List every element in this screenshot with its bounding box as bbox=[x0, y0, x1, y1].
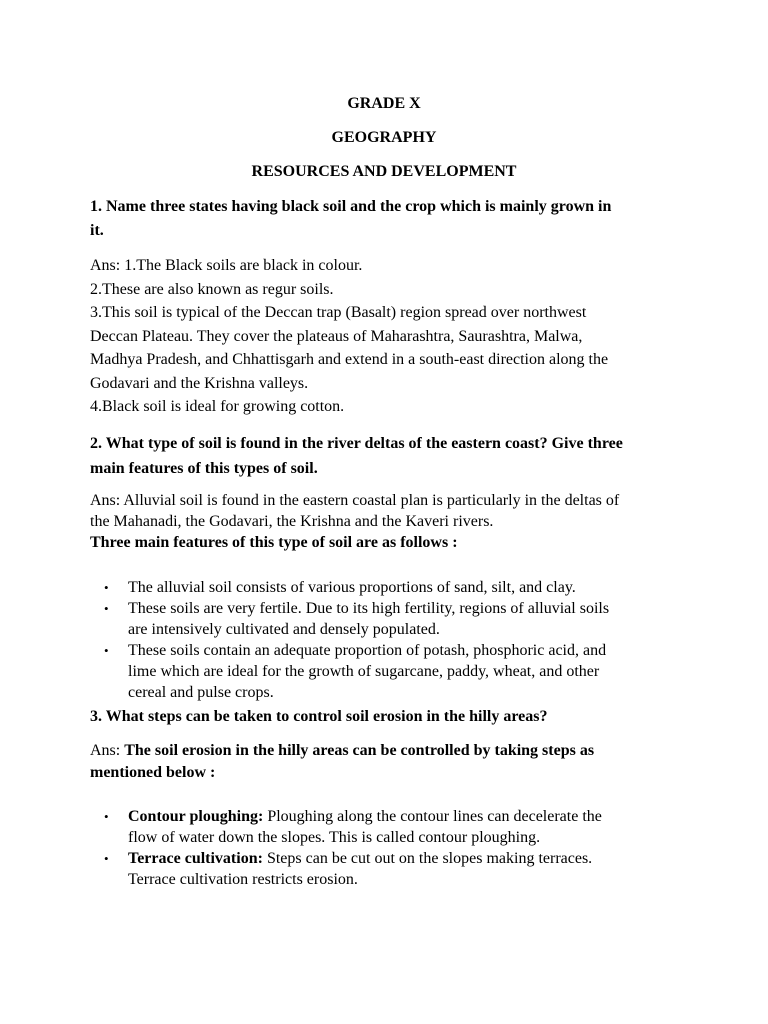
list-item-text: Terrace cultivation restricts erosion. bbox=[128, 871, 358, 888]
subject-heading: GEOGRAPHY bbox=[331, 129, 437, 146]
bullet-icon: • bbox=[104, 643, 109, 658]
answer-3-text: The soil erosion in the hilly areas can be controlled by taking steps as bbox=[124, 742, 595, 759]
question-3: 3. What steps can be taken to control soil erosion in the hilly areas? bbox=[90, 708, 548, 725]
question-1-text-cont: it. bbox=[90, 222, 104, 239]
answer-1-line: Ans: 1.The Black soils are black in colour. bbox=[90, 257, 363, 274]
answer-2 bbox=[90, 490, 690, 553]
list-item-term: Terrace cultivation: bbox=[128, 850, 263, 867]
answer-3-prefix: Ans: bbox=[90, 742, 125, 759]
soil-features-list bbox=[90, 577, 690, 703]
answer-1-line: Deccan Plateau. They cover the plateaus of Maharashtra, Saurashtra, Malwa, bbox=[90, 327, 583, 345]
list-item bbox=[90, 577, 690, 598]
list-item-text: The alluvial soil consists of various proportions of sand, silt, and clay. bbox=[128, 579, 576, 596]
answer-3-text-cont: mentioned below : bbox=[90, 764, 216, 781]
answer-1 bbox=[90, 254, 690, 419]
question-2-text: 2. What type of soil is found in the river deltas of the eastern coast? Give three bbox=[90, 435, 623, 452]
answer-1-line: 2.These are also known as regur soils. bbox=[90, 280, 334, 298]
list-item-text: Steps can be cut out on the slopes making terraces. bbox=[262, 850, 593, 867]
answer-1-line: 3.This soil is typical of the Deccan trap (Basalt) region spread over northwest bbox=[90, 304, 587, 321]
answer-2-line: the Mahanadi, the Godavari, the Krishna and the Kaveri rivers. bbox=[90, 513, 494, 530]
bullet-icon: • bbox=[104, 601, 109, 616]
bullet-icon: • bbox=[104, 580, 109, 595]
list-item-text: Ploughing along the contour lines can decelerate the bbox=[263, 808, 602, 825]
chapter-heading: RESOURCES AND DEVELOPMENT bbox=[251, 163, 517, 180]
list-item bbox=[90, 598, 690, 640]
list-item-text: These soils are very fertile. Due to its high fertility, regions of alluvial soils bbox=[128, 600, 610, 617]
list-item bbox=[90, 640, 690, 703]
grade-heading: GRADE X bbox=[347, 95, 421, 112]
features-heading: Three main features of this type of soil are as follows : bbox=[90, 534, 458, 551]
question-1-number: 1. bbox=[90, 198, 102, 215]
answer-1-line: 4.Black soil is ideal for growing cotton. bbox=[90, 398, 345, 415]
list-item-text: cereal and pulse crops. bbox=[128, 684, 274, 701]
list-item-text: are intensively cultivated and densely populated. bbox=[128, 621, 440, 638]
answer-3 bbox=[90, 740, 690, 784]
list-item-text: These soils contain an adequate proportion of potash, phosphoric acid, and bbox=[128, 642, 607, 659]
answer-1-line: Godavari and the Krishna valleys. bbox=[90, 374, 309, 392]
answer-2-line: Ans: Alluvial soil is found in the eastern coastal plan is particularly in the deltas of bbox=[90, 492, 620, 509]
question-1 bbox=[90, 195, 690, 243]
list-item bbox=[90, 806, 690, 848]
list-item-term: Contour ploughing: bbox=[128, 808, 264, 825]
answer-1-line: Madhya Pradesh, and Chhattisgarh and extend in a south-east direction along the bbox=[90, 351, 609, 368]
list-item-text: flow of water down the slopes. This is called contour ploughing. bbox=[128, 829, 541, 846]
list-item-text: lime which are ideal for the growth of sugarcane, paddy, wheat, and other bbox=[128, 663, 600, 680]
erosion-steps-list bbox=[90, 806, 690, 890]
bullet-icon: • bbox=[104, 851, 109, 866]
question-1-text: Name three states having black soil and the crop which is mainly grown in bbox=[102, 198, 612, 215]
bullet-icon: • bbox=[104, 809, 109, 824]
question-2 bbox=[90, 431, 690, 481]
question-2-text-cont: main features of this types of soil. bbox=[90, 460, 318, 477]
list-item bbox=[90, 848, 690, 890]
